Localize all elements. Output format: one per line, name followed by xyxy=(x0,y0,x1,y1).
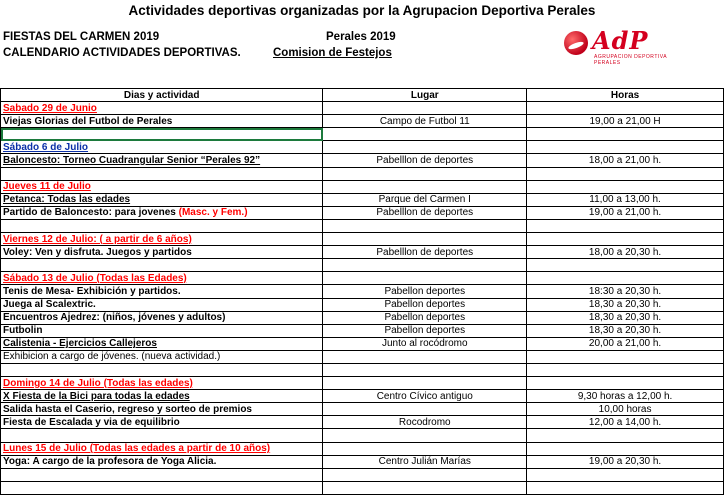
place-cell[interactable] xyxy=(323,481,527,494)
day-label: Sabado 29 de Junio xyxy=(3,102,97,114)
hours-cell[interactable]: 18,00 a 21,00 h. xyxy=(527,154,724,167)
place-cell[interactable] xyxy=(323,363,527,376)
hours-cell[interactable]: 19,00 a 21,00 h. xyxy=(527,206,724,219)
day-label: Lunes 15 de Julio (Todas las edades a partir de 10 años) xyxy=(3,443,271,455)
place-cell[interactable]: Pabelllon de deportes xyxy=(323,154,527,167)
hours-cell[interactable] xyxy=(527,363,724,376)
place-cell[interactable]: Centro Julián Marías xyxy=(323,455,527,468)
day-header-row xyxy=(1,377,724,390)
header-line1-left: FIESTAS DEL CARMEN 2019 xyxy=(3,31,160,43)
day-label: Sábado 13 de Julio (Todas las Edades) xyxy=(3,272,187,284)
place-cell[interactable]: Pabellon deportes xyxy=(323,285,527,298)
activities-table-body xyxy=(1,89,724,495)
activity-cell[interactable] xyxy=(1,285,323,298)
place-cell[interactable] xyxy=(323,350,527,363)
hours-cell[interactable]: 19,00 a 21,00 H xyxy=(527,115,724,128)
hours-cell[interactable] xyxy=(527,442,724,455)
activity-cell[interactable] xyxy=(1,429,323,442)
hours-cell[interactable] xyxy=(527,128,724,141)
activity-label: Salida hasta el Caserio, regreso y sorteo de premios xyxy=(3,403,252,415)
header-line2-left: CALENDARIO ACTIVIDADES DEPORTIVAS. xyxy=(3,47,241,59)
place-cell[interactable] xyxy=(323,233,527,246)
place-cell[interactable] xyxy=(323,102,527,115)
place-cell[interactable] xyxy=(323,167,527,180)
hours-cell[interactable] xyxy=(527,141,724,154)
place-cell[interactable]: Pabelllon de deportes xyxy=(323,246,527,259)
place-cell[interactable] xyxy=(323,259,527,272)
blank-row xyxy=(1,259,724,272)
table-row xyxy=(1,390,724,403)
day-header-row xyxy=(1,272,724,285)
place-cell[interactable] xyxy=(323,219,527,232)
column-header-activity[interactable]: Dias y actividad xyxy=(1,89,323,102)
table-row xyxy=(1,246,724,259)
table-row xyxy=(1,350,724,363)
activities-table xyxy=(0,88,724,495)
activity-cell[interactable] xyxy=(1,468,323,481)
activity-label: Encuentros Ajedrez: (niños, jóvenes y adultos) xyxy=(3,312,226,324)
blank-row xyxy=(1,481,724,494)
blank-row xyxy=(1,468,724,481)
activity-cell[interactable] xyxy=(1,206,323,219)
hours-cell[interactable] xyxy=(527,350,724,363)
hours-cell[interactable]: 9,30 horas a 12,00 h. xyxy=(527,390,724,403)
day-label: Jueves 11 de Julio xyxy=(3,181,91,193)
hours-cell[interactable] xyxy=(527,233,724,246)
logo-subtitle: AGRUPACION DEPORTIVA PERALES xyxy=(594,54,667,66)
column-header-hours[interactable]: Horas xyxy=(527,89,724,102)
place-cell[interactable]: Parque del Carmen I xyxy=(323,193,527,206)
activity-label: Petanca: Todas las edades xyxy=(3,194,131,206)
hours-cell[interactable] xyxy=(527,377,724,390)
table-row xyxy=(1,455,724,468)
table-row xyxy=(1,311,724,324)
header-line2-right-wrap xyxy=(273,47,392,59)
hours-cell[interactable]: 11,00 a 13,00 h. xyxy=(527,193,724,206)
logo-text: AdP xyxy=(592,26,649,55)
activity-label: Tenis de Mesa- Exhibición y partidos. xyxy=(3,285,181,297)
hours-cell[interactable] xyxy=(527,468,724,481)
place-cell[interactable]: Pabelllon de deportes xyxy=(323,206,527,219)
activity-cell[interactable] xyxy=(1,311,323,324)
column-header-place[interactable]: Lugar xyxy=(323,89,527,102)
selected-cell[interactable] xyxy=(1,128,323,141)
place-cell[interactable] xyxy=(323,272,527,285)
activity-label: Fiesta de Escalada y via de equilibrio xyxy=(3,416,180,428)
column-header-row xyxy=(1,89,724,102)
header-line1-right: Perales 2019 xyxy=(326,31,396,43)
hours-cell[interactable] xyxy=(527,272,724,285)
activity-cell[interactable] xyxy=(1,233,323,246)
activity-cell[interactable] xyxy=(1,219,323,232)
activity-cell[interactable] xyxy=(1,455,323,468)
activity-cell[interactable] xyxy=(1,167,323,180)
place-cell[interactable]: Campo de Futbol 11 xyxy=(323,115,527,128)
place-cell[interactable]: Pabellon deportes xyxy=(323,298,527,311)
hours-cell[interactable]: 10,00 horas xyxy=(527,403,724,416)
activity-cell[interactable] xyxy=(1,350,323,363)
activity-cell[interactable] xyxy=(1,324,323,337)
activity-cell[interactable] xyxy=(1,363,323,376)
place-cell[interactable] xyxy=(323,377,527,390)
place-cell[interactable]: Rocodromo xyxy=(323,416,527,429)
activity-label: Viejas Glorias del Futbol de Perales xyxy=(3,115,173,127)
hours-cell[interactable]: 18,30 a 20,30 h. xyxy=(527,324,724,337)
activity-label: Voley: Ven y disfruta. Juegos y partidos xyxy=(3,246,192,258)
activity-cell[interactable] xyxy=(1,298,323,311)
blank-row xyxy=(1,429,724,442)
hours-cell[interactable]: 18,30 a 20,30 h. xyxy=(527,298,724,311)
table-row xyxy=(1,285,724,298)
place-cell[interactable]: Pabellon deportes xyxy=(323,311,527,324)
activity-cell[interactable] xyxy=(1,377,323,390)
place-cell[interactable]: Junto al rocódromo xyxy=(323,337,527,350)
day-label: Viernes 12 de Julio: ( a partir de 6 años) xyxy=(3,233,192,245)
activity-label: Partido de Baloncesto: para jovenes xyxy=(3,207,176,219)
activity-cell[interactable] xyxy=(1,390,323,403)
activity-label: Calistenia - Ejercicios Callejeros xyxy=(3,338,157,350)
place-cell[interactable] xyxy=(323,180,527,193)
hours-cell[interactable]: 19,00 a 20,30 h. xyxy=(527,455,724,468)
table-row xyxy=(1,298,724,311)
activity-cell[interactable] xyxy=(1,154,323,167)
hours-cell[interactable] xyxy=(527,259,724,272)
activity-extra-label: (Masc. y Fem.) xyxy=(178,207,248,219)
table-row xyxy=(1,403,724,416)
activity-label: Yoga: A cargo de la profesora de Yoga Alicia. xyxy=(3,456,217,468)
place-cell[interactable]: Pabellon deportes xyxy=(323,324,527,337)
place-cell[interactable] xyxy=(323,468,527,481)
blank-row xyxy=(1,167,724,180)
day-label: Domingo 14 de Julio (Todas las edades) xyxy=(3,377,193,389)
place-cell[interactable] xyxy=(323,429,527,442)
activity-cell[interactable] xyxy=(1,141,323,154)
day-header-row xyxy=(1,102,724,115)
place-cell[interactable]: Centro Cívico antiguo xyxy=(323,390,527,403)
day-header-row xyxy=(1,180,724,193)
activity-cell[interactable] xyxy=(1,246,323,259)
activity-cell[interactable] xyxy=(1,180,323,193)
table-row xyxy=(1,206,724,219)
table-row xyxy=(1,337,724,350)
activity-cell[interactable] xyxy=(1,272,323,285)
hours-cell[interactable]: 18,00 a 20,30 h. xyxy=(527,246,724,259)
table-row xyxy=(1,416,724,429)
activity-label: Baloncesto: Torneo Cuadrangular Senior “Perales 92” xyxy=(3,155,261,167)
blank-row xyxy=(1,363,724,376)
day-label: Sábado 6 de Julio xyxy=(3,141,89,153)
hours-cell[interactable] xyxy=(527,481,724,494)
header-line2-right: Comision de Festejos xyxy=(273,47,392,59)
hours-cell[interactable] xyxy=(527,219,724,232)
place-cell[interactable] xyxy=(323,403,527,416)
activity-cell[interactable] xyxy=(1,337,323,350)
place-cell[interactable] xyxy=(323,128,527,141)
table-row xyxy=(1,115,724,128)
table-row xyxy=(1,324,724,337)
activity-cell[interactable] xyxy=(1,193,323,206)
activity-cell[interactable] xyxy=(1,259,323,272)
activity-label: Exhibicion a cargo de jóvenes. (nueva actividad.) xyxy=(3,351,221,363)
activity-cell[interactable] xyxy=(1,115,323,128)
activity-cell[interactable] xyxy=(1,102,323,115)
hours-cell[interactable]: 12,00 a 14,00 h. xyxy=(527,416,724,429)
adp-logo xyxy=(562,24,672,64)
place-cell[interactable] xyxy=(323,442,527,455)
activity-cell[interactable] xyxy=(1,416,323,429)
activity-cell[interactable] xyxy=(1,481,323,494)
table-row xyxy=(1,154,724,167)
activity-label: X Fiesta de la Bici para todas la edades xyxy=(3,390,190,402)
day-header-row xyxy=(1,141,724,154)
hours-cell[interactable] xyxy=(527,180,724,193)
activity-cell[interactable] xyxy=(1,403,323,416)
activity-label: Futbolin xyxy=(3,325,43,337)
document-title: Actividades deportivas organizadas por la Agrupacion Deportiva Perales xyxy=(128,3,596,18)
hours-cell[interactable]: 20,00 a 21,00 h. xyxy=(527,337,724,350)
hours-cell[interactable]: 18:30 a 20,30 h. xyxy=(527,285,724,298)
hours-cell[interactable] xyxy=(527,167,724,180)
ball-icon xyxy=(564,31,588,55)
hours-cell[interactable] xyxy=(527,102,724,115)
day-header-row xyxy=(1,233,724,246)
activity-label: Juega al Scalextric. xyxy=(3,299,96,311)
hours-cell[interactable]: 18,30 a 20,30 h. xyxy=(527,311,724,324)
blank-row xyxy=(1,219,724,232)
table-row xyxy=(1,193,724,206)
place-cell[interactable] xyxy=(323,141,527,154)
blank-row xyxy=(1,128,724,141)
hours-cell[interactable] xyxy=(527,429,724,442)
activity-cell[interactable] xyxy=(1,442,323,455)
day-header-row xyxy=(1,442,724,455)
